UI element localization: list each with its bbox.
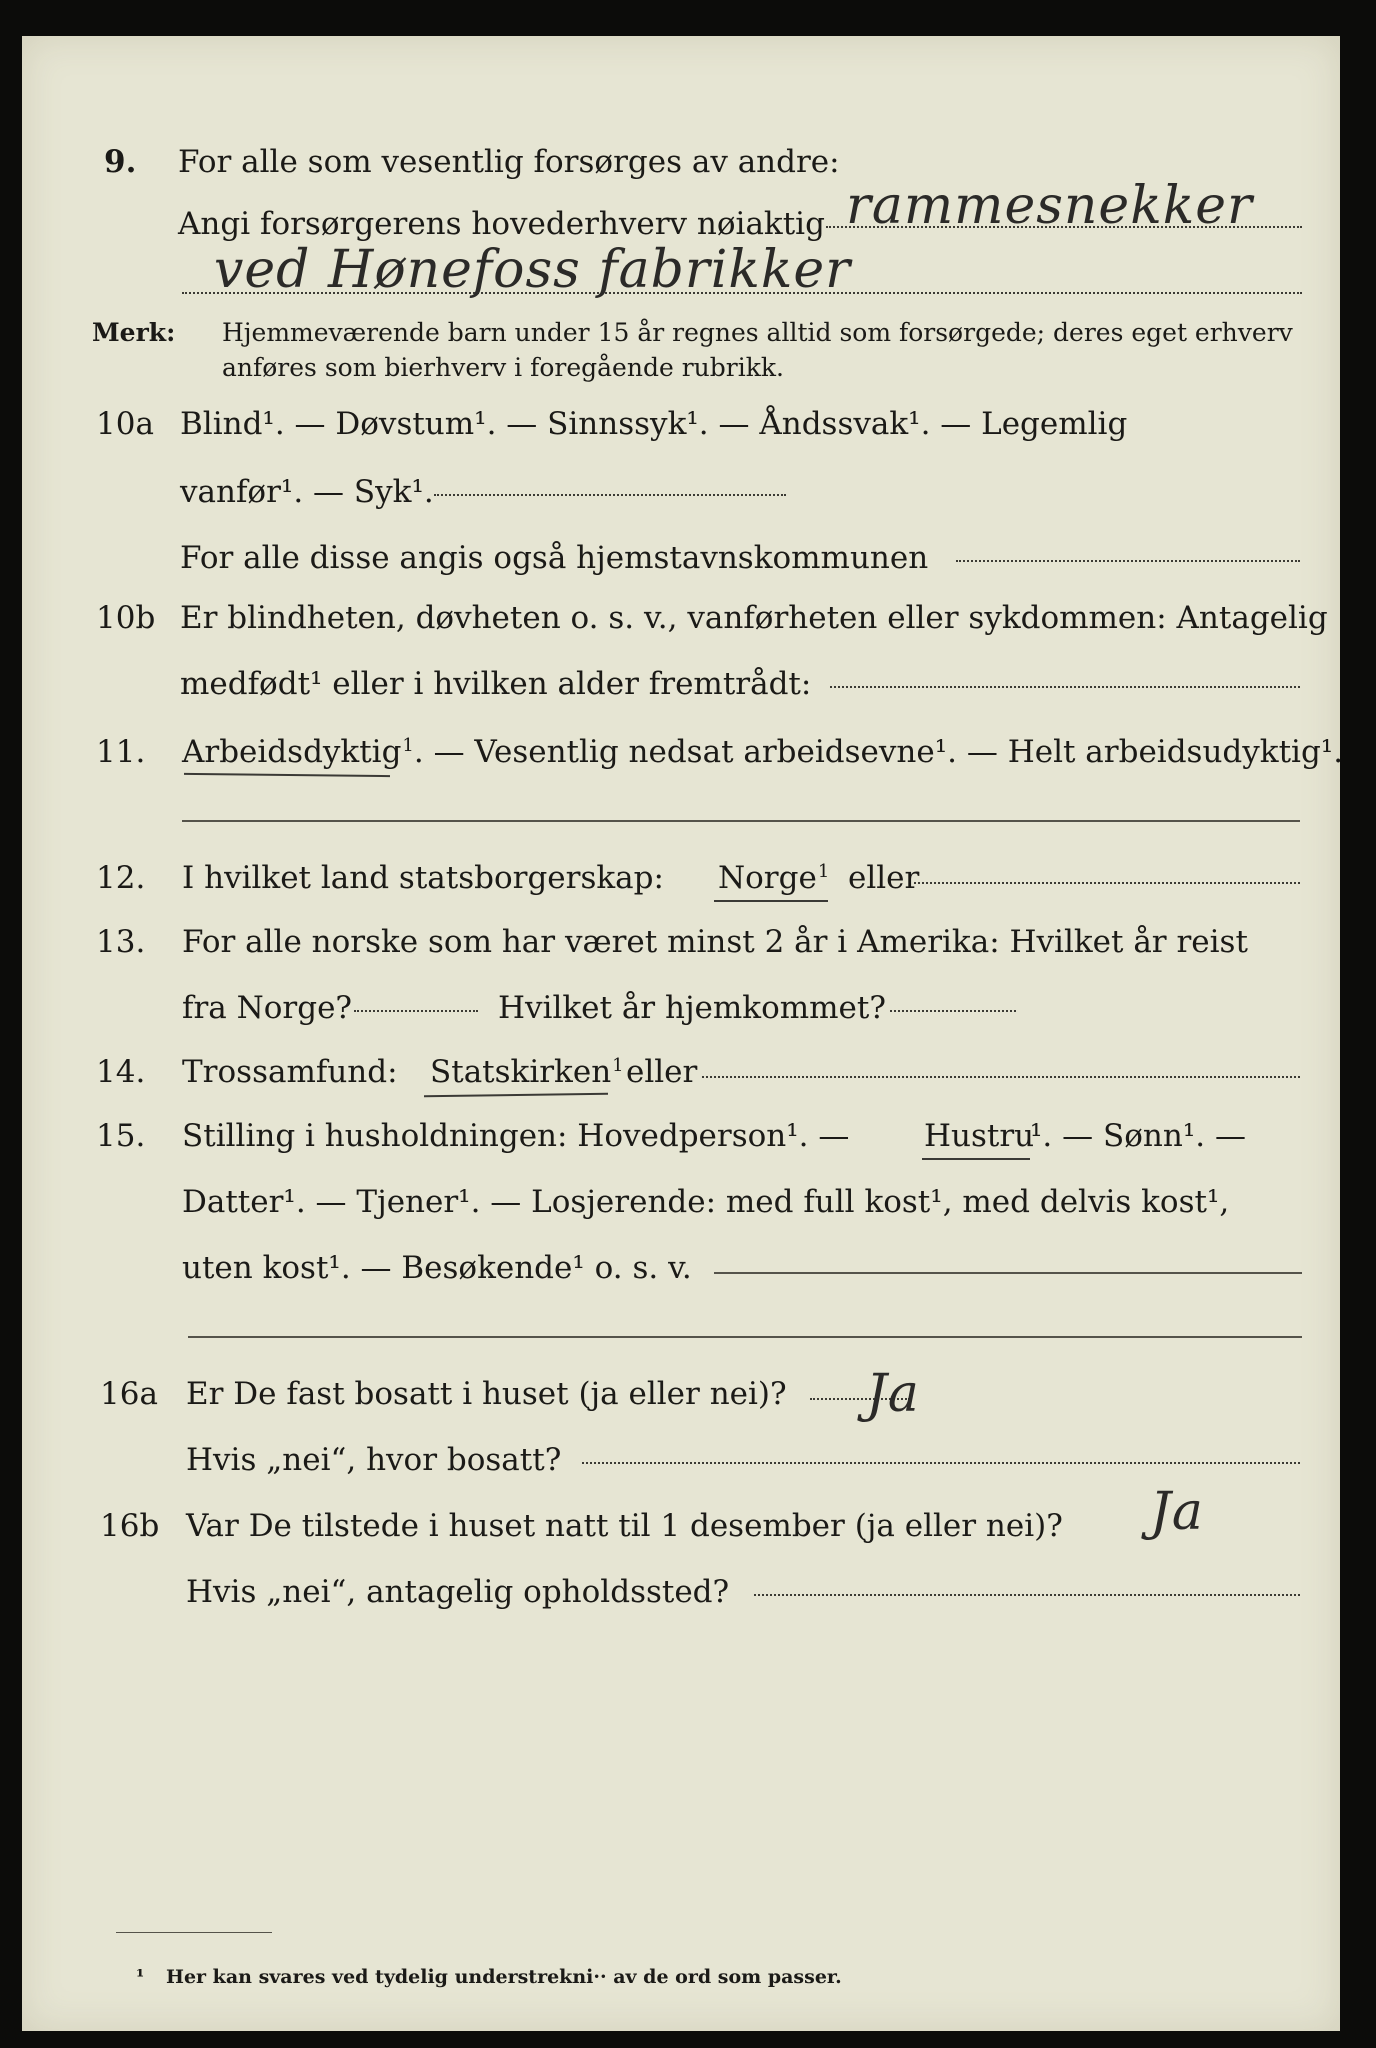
merk-line2: anføres som bierhverv i foregående rubrikk. bbox=[222, 353, 784, 382]
q11-number: 11. bbox=[96, 734, 146, 770]
q10a-syk-line bbox=[434, 494, 786, 496]
q12-text: I hvilket land statsborgerskap: bbox=[182, 860, 664, 896]
q16b-handwritten-answer: Ja bbox=[1150, 1482, 1204, 1542]
q10b-alder-line bbox=[830, 686, 1300, 688]
q13-hjemkommet-line bbox=[890, 1010, 1016, 1012]
q14-number: 14. bbox=[96, 1054, 146, 1090]
q13-line2a: fra Norge? bbox=[182, 990, 353, 1026]
q13-number: 13. bbox=[96, 924, 146, 960]
q16b-line2: Hvis „nei“, antagelig opholdssted? bbox=[186, 1574, 730, 1610]
q16b-number: 16b bbox=[100, 1508, 160, 1544]
q15-answer-line bbox=[714, 1272, 1302, 1274]
q16a-line2: Hvis „nei“, hvor bosatt? bbox=[186, 1442, 562, 1478]
q10b-line1: Er blindheten, døvheten o. s. v., vanførheten eller sykdommen: Antagelig bbox=[180, 600, 1328, 636]
q15-line1b: ¹. — Sønn¹. — bbox=[1030, 1118, 1246, 1154]
footnote-mark: ¹ bbox=[136, 1966, 145, 1988]
q9-number: 9. bbox=[104, 144, 137, 180]
merk-label: Merk: bbox=[92, 318, 176, 347]
q11-line: Arbeidsdyktig$^1$. — Vesentlig nedsat arbeidsevne¹. — Helt arbeidsudyktig¹. bbox=[182, 734, 1344, 770]
q12-number: 12. bbox=[96, 860, 146, 896]
q14-option: Statskirken$^1$ bbox=[430, 1054, 624, 1090]
q12-rest: eller bbox=[848, 860, 920, 896]
q15-number: 15. bbox=[96, 1118, 146, 1154]
q9-line2: Angi forsørgerens hovederhverv nøiaktig bbox=[178, 206, 825, 242]
q15-line3: uten kost¹. — Besøkende¹ o. s. v. bbox=[182, 1250, 692, 1286]
q13-line1: For alle norske som har været minst 2 år i Amerika: Hvilket år reist bbox=[182, 924, 1248, 960]
q15-answer-line2 bbox=[188, 1336, 1302, 1338]
q15-underline bbox=[922, 1158, 1030, 1160]
q10a-line3: For alle disse angis også hjemstavnskommunen bbox=[180, 540, 929, 576]
q12-answer-line bbox=[914, 882, 1300, 884]
q9-handwritten-answer1: rammesnekker bbox=[846, 176, 1253, 236]
q13-reist-line bbox=[354, 1010, 478, 1012]
merk-line1: Hjemmeværende barn under 15 år regnes alltid som forsørgede; deres eget erhverv bbox=[222, 318, 1293, 347]
q12-option: Norge$^1$ bbox=[718, 860, 830, 896]
q14-text: Trossamfund: bbox=[182, 1054, 398, 1090]
q11-rest: . — Vesentlig nedsat arbeidsevne¹. — Helt arbeidsudyktig¹. bbox=[413, 734, 1344, 770]
q10b-line2: medfødt¹ eller i hvilken alder fremtrådt: bbox=[180, 666, 812, 702]
q16a-number: 16a bbox=[100, 1376, 158, 1412]
q16b-line1: Var De tilstede i huset natt til 1 desember (ja eller nei)? bbox=[186, 1508, 1063, 1544]
footnote-rule bbox=[116, 1932, 272, 1933]
q15-line2: Datter¹. — Tjener¹. — Losjerende: med full kost¹, med delvis kost¹, bbox=[182, 1184, 1230, 1220]
q13-line2b: Hvilket år hjemkommet? bbox=[498, 990, 886, 1026]
q14-rest: eller bbox=[626, 1054, 698, 1090]
footnote-text: Her kan svares ved tydelig understrekni·· av de ord som passer. bbox=[166, 1966, 842, 1988]
q15-option-hustru: Hustru bbox=[924, 1118, 1035, 1154]
q14-answer-line bbox=[702, 1076, 1300, 1078]
q12-underline bbox=[714, 900, 828, 902]
q11-option-arbeidsdyktig: Arbeidsdyktig bbox=[182, 734, 402, 770]
q15-line1a: Stilling i husholdningen: Hovedperson¹. — bbox=[182, 1118, 850, 1154]
q10a-number: 10a bbox=[96, 406, 154, 442]
q16a-handwritten-answer: Ja bbox=[866, 1364, 920, 1424]
q10a-line1: Blind¹. — Døvstum¹. — Sinnssyk¹. — Åndssvak¹. — Legemlig bbox=[180, 406, 1128, 442]
q10a-kommune-line bbox=[956, 560, 1300, 562]
q9-line1: For alle som vesentlig forsørges av andre: bbox=[178, 144, 840, 180]
q12-option-norge: Norge bbox=[718, 860, 817, 896]
q10b-number: 10b bbox=[96, 600, 156, 636]
q10a-line2: vanfør¹. — Syk¹. bbox=[180, 474, 434, 510]
q16b-opholdssted-line bbox=[754, 1594, 1300, 1596]
q11-answer-line bbox=[182, 820, 1300, 822]
q14-option-statskirken: Statskirken bbox=[430, 1054, 612, 1090]
q16a-bosatt-line bbox=[582, 1462, 1300, 1464]
q9-handwritten-answer2: ved Hønefoss fabrikker bbox=[214, 240, 852, 300]
q16a-line1: Er De fast bosatt i huset (ja eller nei)? bbox=[186, 1376, 787, 1412]
